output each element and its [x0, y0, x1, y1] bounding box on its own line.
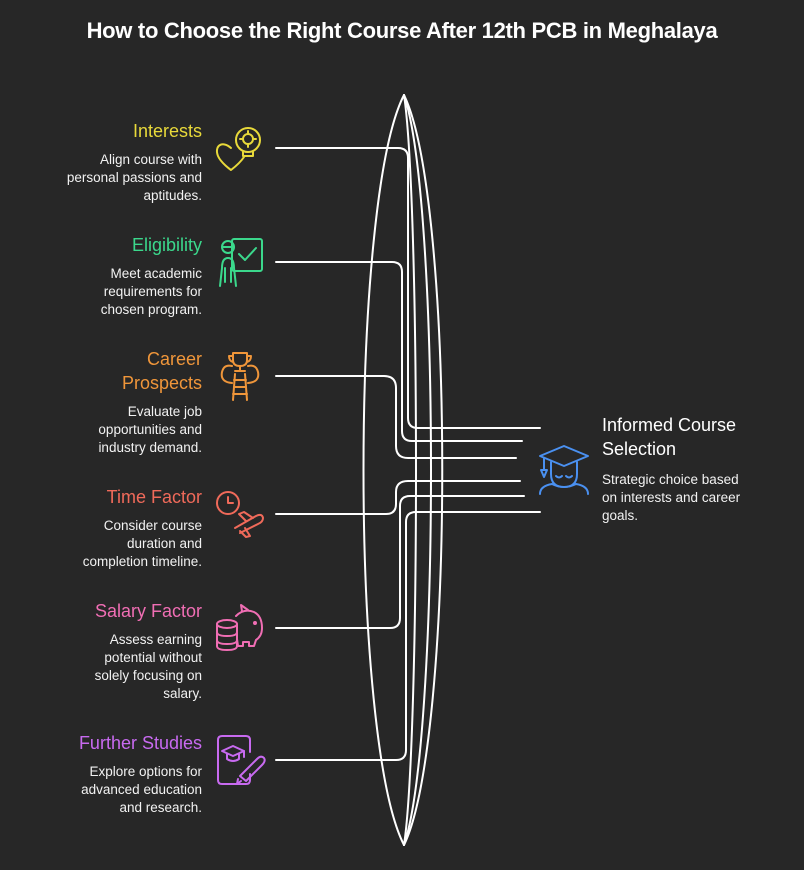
person-checklist-icon — [220, 239, 262, 286]
connector-eligibility — [276, 262, 522, 441]
description-line: duration and — [126, 536, 202, 551]
description-line: Consider course — [103, 518, 202, 533]
description-line: potential without — [104, 650, 202, 665]
factor-title: Interests — [132, 121, 202, 141]
factor-interests — [12, 119, 202, 205]
lens-shape — [364, 95, 443, 845]
factor-description — [12, 265, 202, 319]
connector-further — [276, 512, 540, 760]
clock-plane-icon — [217, 492, 263, 537]
factor-description — [12, 631, 202, 703]
description-line: Align course with — [99, 152, 202, 167]
factor-career-prospects — [12, 347, 202, 457]
factor-time — [12, 485, 202, 571]
title-line: Informed Course — [602, 415, 737, 435]
outcome-informed-course-selection — [602, 413, 792, 525]
description-line: Evaluate job — [127, 404, 202, 419]
description-line: salary. — [163, 686, 202, 701]
description-line: advanced education — [81, 782, 202, 797]
factor-salary — [12, 599, 202, 703]
description-line: goals. — [602, 508, 639, 523]
factor-description — [12, 403, 202, 457]
description-line: personal passions and — [66, 170, 202, 185]
outcome-title — [602, 413, 792, 461]
description-line: Explore options for — [89, 764, 202, 779]
description-line: solely focusing on — [94, 668, 202, 683]
factor-eligibility — [12, 233, 202, 319]
page-title: How to Choose the Right Course After 12th PCB in Meghalaya — [86, 18, 718, 43]
description-line: industry demand. — [98, 440, 202, 455]
description-line: opportunities and — [98, 422, 202, 437]
description-line: on interests and career — [602, 490, 741, 505]
factor-description — [12, 763, 202, 817]
description-line: requirements for — [103, 284, 202, 299]
outcome-description — [602, 471, 792, 525]
factor-title: Salary Factor — [94, 601, 202, 621]
heart-bulb-icon — [217, 128, 260, 170]
description-line: aptitudes. — [143, 188, 202, 203]
connector-time — [276, 481, 520, 514]
piggy-bank-coins-icon — [217, 605, 262, 650]
factor-description — [12, 151, 202, 205]
description-line: Meet academic — [110, 266, 202, 281]
title-line: Selection — [602, 439, 677, 459]
factor-description — [12, 517, 202, 571]
connector-interests — [276, 148, 540, 428]
graduation-cap-document-icon — [218, 736, 265, 784]
description-line: and research. — [119, 800, 202, 815]
connector-lines — [276, 148, 540, 760]
connector-career — [276, 376, 516, 458]
description-line: chosen program. — [100, 302, 202, 317]
factor-title — [12, 347, 202, 395]
title-line: Prospects — [121, 373, 202, 393]
description-line: completion timeline. — [82, 554, 202, 569]
factor-title: Eligibility — [131, 235, 202, 255]
factor-further-studies — [12, 731, 202, 817]
factor-title: Further Studies — [78, 733, 202, 753]
graduate-student-icon — [540, 446, 588, 494]
description-line: Strategic choice based — [602, 472, 739, 487]
title-line: Career — [146, 349, 202, 369]
description-line: Assess earning — [109, 632, 202, 647]
factor-title: Time Factor — [106, 487, 202, 507]
connector-salary — [276, 496, 524, 628]
trophy-ladder-icon — [222, 353, 259, 400]
